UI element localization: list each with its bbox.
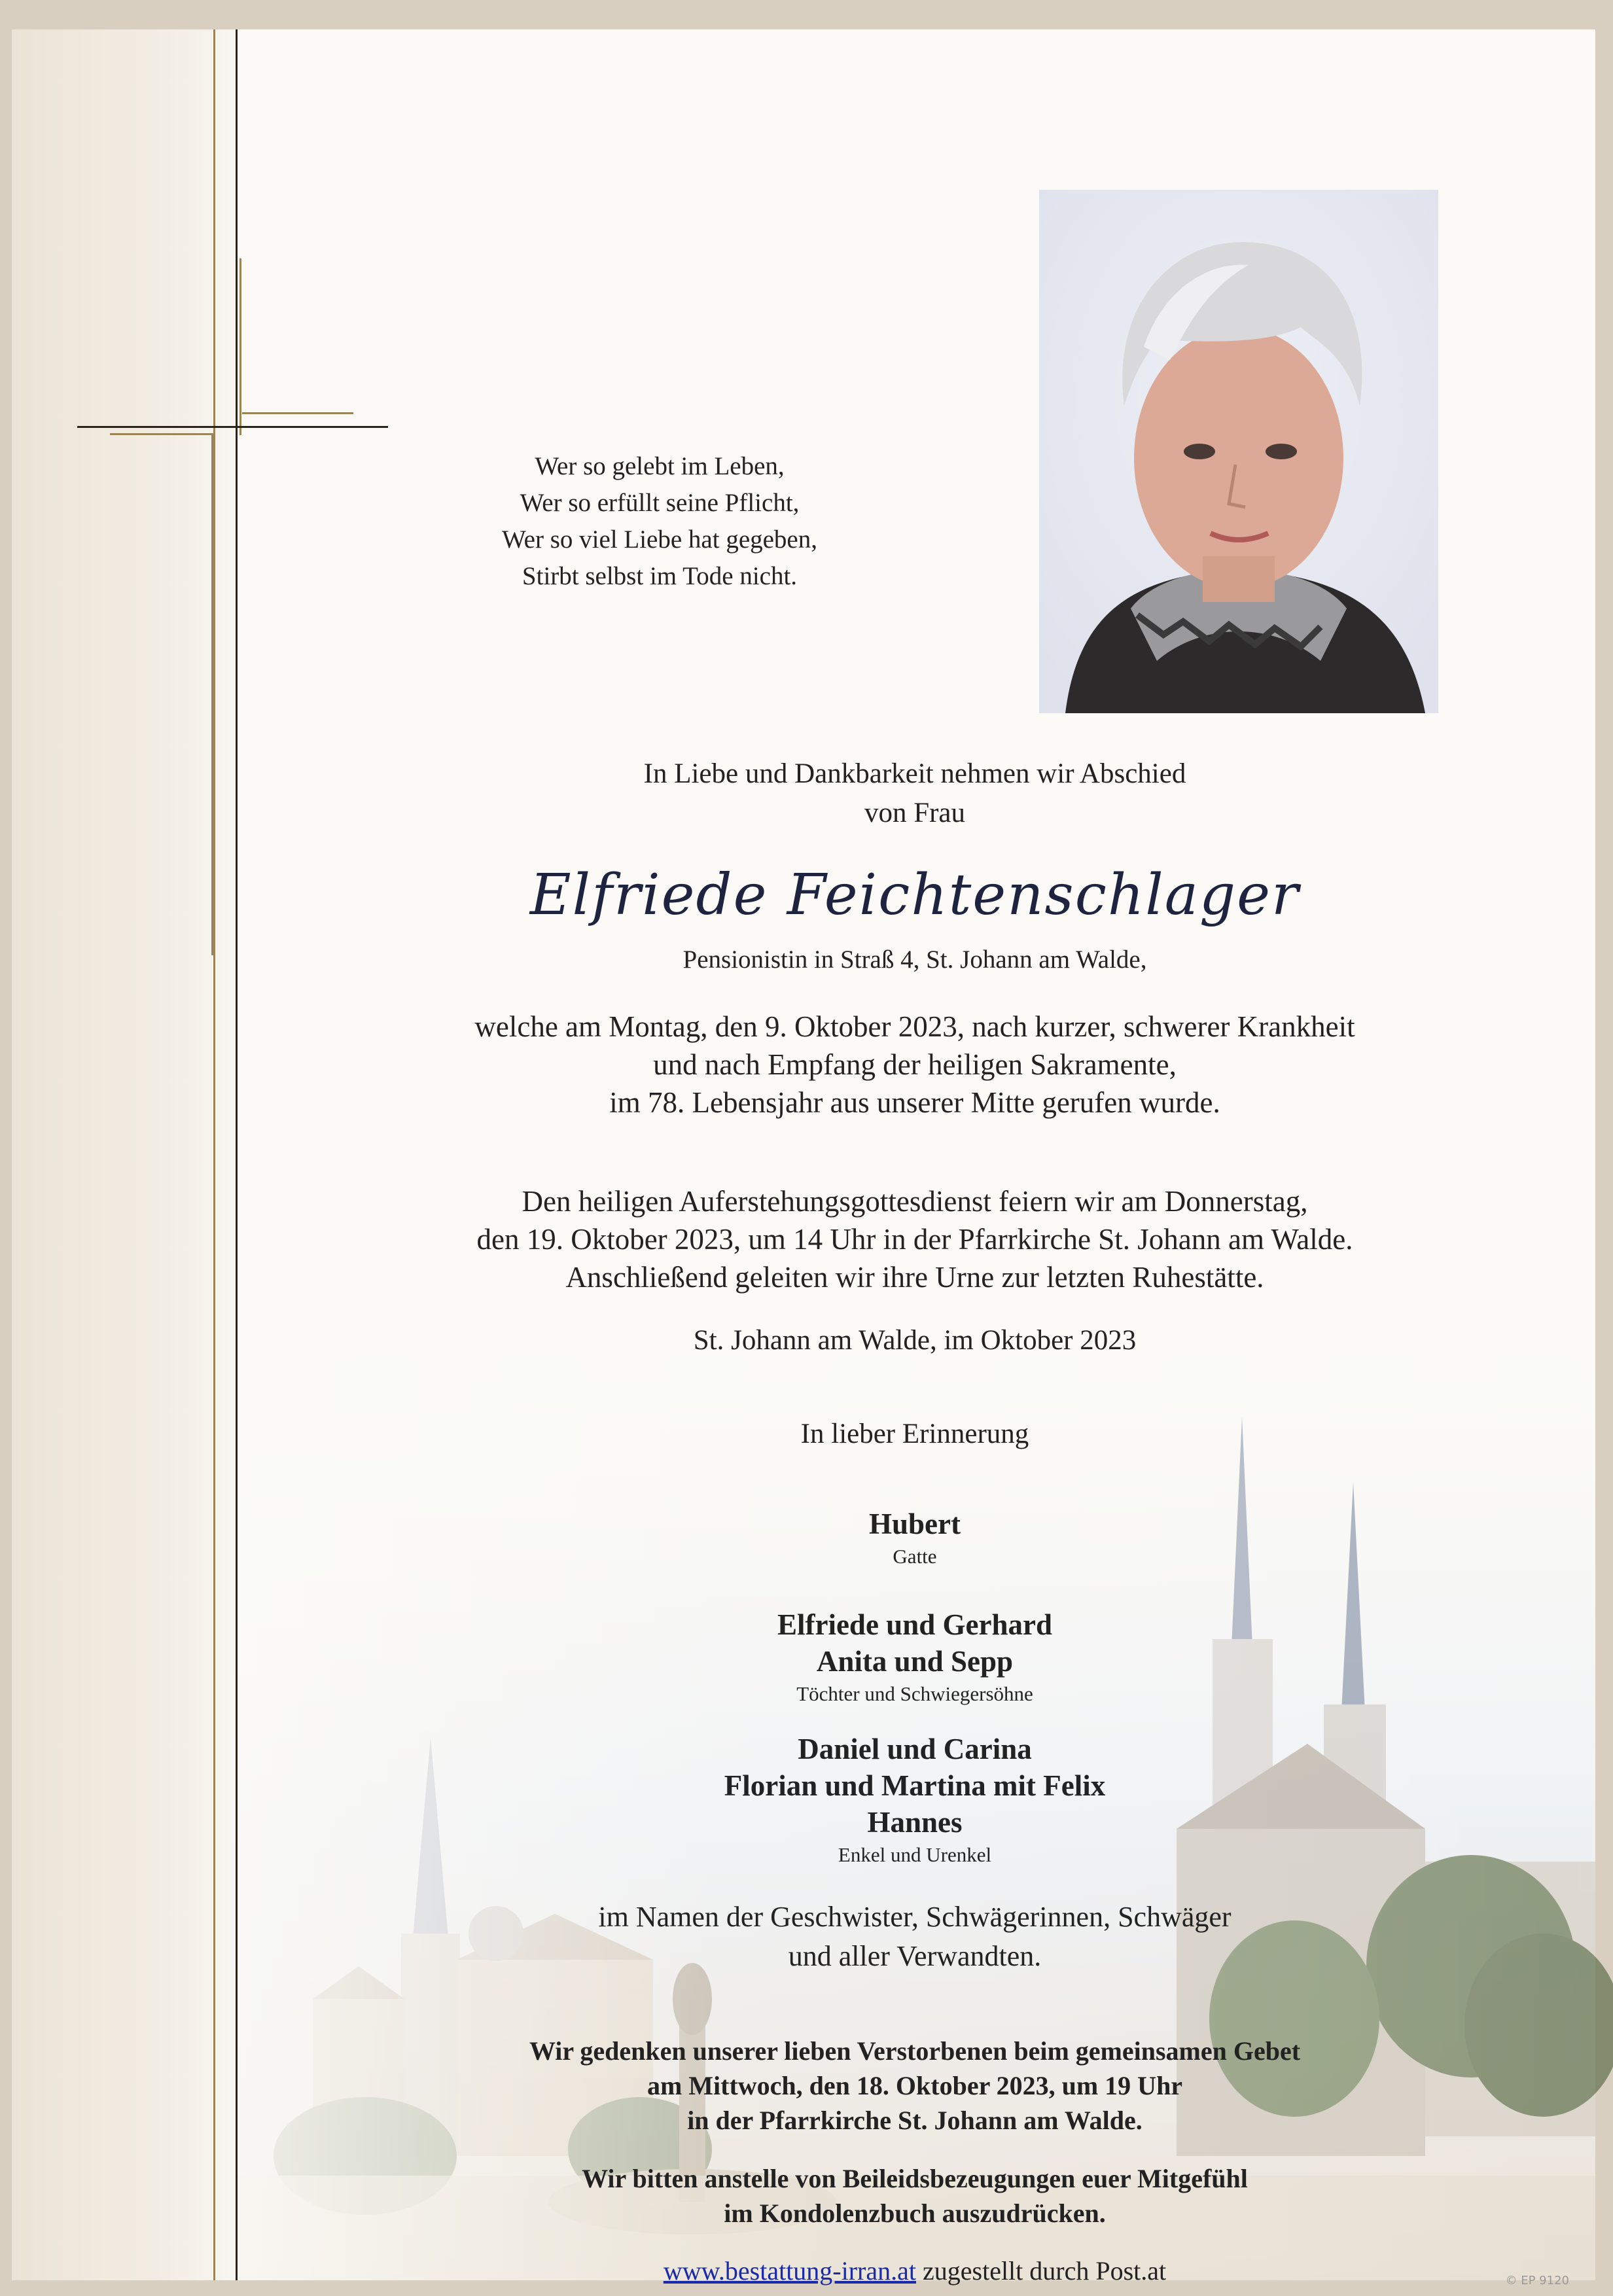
mourner-name: Daniel und Carina: [798, 1733, 1032, 1765]
relatives-line: [234, 1898, 1595, 1976]
poem-line: Wer so viel Liebe hat gegeben,: [502, 525, 817, 554]
portrait-photo: [1039, 190, 1438, 713]
print-code: © EP 9120: [1505, 2274, 1569, 2287]
prayer-line: am Mittwoch, den 18. Oktober 2023, um 19 Uhr: [647, 2071, 1183, 2100]
deceased-name: Elfriede Feichtenschlager: [529, 862, 1300, 928]
mourner-group-spouse: [234, 1506, 1595, 1571]
mourner-group-grandchildren: [234, 1731, 1595, 1869]
footer: [234, 2254, 1595, 2288]
poem-line: Wer so erfüllt seine Pflicht,: [520, 489, 800, 517]
occupation-address: Pensionistin in Straß 4, St. Johann am Walde,: [682, 945, 1147, 974]
mourner-name: Anita und Sepp: [816, 1645, 1014, 1678]
condolence-line: im Kondolenzbuch auszudrücken.: [724, 2199, 1106, 2228]
farewell-intro: [234, 754, 1595, 833]
funeral-service-info: [234, 1182, 1595, 1296]
mourner-name: Elfriede und Gerhard: [777, 1608, 1052, 1641]
condolence-line: Wir bitten anstelle von Beileidsbezeugungen euer Mitgefühl: [582, 2164, 1248, 2193]
poem-line: Stirbt selbst im Tode nicht.: [522, 562, 798, 590]
relatives-text: im Namen der Geschwister, Schwägerinnen, Schwäger: [598, 1901, 1232, 1933]
mourner-name: Florian und Martina mit Felix: [724, 1769, 1106, 1802]
intro-line: In Liebe und Dankbarkeit nehmen wir Abschied: [643, 758, 1186, 789]
service-line: Den heiligen Auferstehungsgottesdienst feiern wir am Donnerstag,: [522, 1185, 1308, 1218]
memory-line: In lieber Erinnerung: [800, 1419, 1029, 1449]
condolence-notice: [234, 2161, 1595, 2231]
death-notice-line: und nach Empfang der heiligen Sakramente,: [653, 1048, 1177, 1081]
obituary-sheet: [12, 29, 1595, 2287]
prayer-line: in der Pfarrkirche St. Johann am Walde.: [687, 2106, 1143, 2135]
prayer-notice: [234, 2034, 1595, 2138]
mourner-name: Hannes: [867, 1806, 963, 1839]
death-notice-line: im 78. Lebensjahr aus unserer Mitte gerufen wurde.: [609, 1086, 1220, 1119]
service-line: den 19. Oktober 2023, um 14 Uhr in der Pfarrkirche St. Johann am Walde.: [476, 1223, 1353, 1256]
mourner-relation: Gatte: [893, 1545, 937, 1568]
left-border-band: [12, 29, 234, 2280]
prayer-line: Wir gedenken unserer lieben Verstorbenen beim gemeinsamen Gebet: [529, 2036, 1301, 2066]
relatives-text: und aller Verwandten.: [788, 1940, 1042, 1972]
footer-suffix: zugestellt durch Post.at: [916, 2256, 1167, 2286]
poem-line: Wer so gelebt im Leben,: [535, 452, 785, 480]
intro-line: von Frau: [864, 798, 966, 828]
death-notice: [234, 1008, 1595, 1122]
mourner-relation: Enkel und Urenkel: [838, 1843, 992, 1866]
death-notice-line: welche am Montag, den 9. Oktober 2023, nach kurzer, schwerer Krankheit: [474, 1010, 1355, 1043]
service-line: Anschließend geleiten wir ihre Urne zur letzten Ruhestätte.: [565, 1261, 1264, 1294]
memorial-poem: [365, 448, 954, 595]
mourner-relation: Töchter und Schwiegersöhne: [796, 1682, 1033, 1705]
mourner-name: Hubert: [869, 1508, 961, 1540]
place-date: St. Johann am Walde, im Oktober 2023: [693, 1325, 1137, 1356]
mourner-group-daughters: [234, 1606, 1595, 1708]
funeral-home-link[interactable]: www.bestattung-irran.at: [663, 2256, 916, 2286]
